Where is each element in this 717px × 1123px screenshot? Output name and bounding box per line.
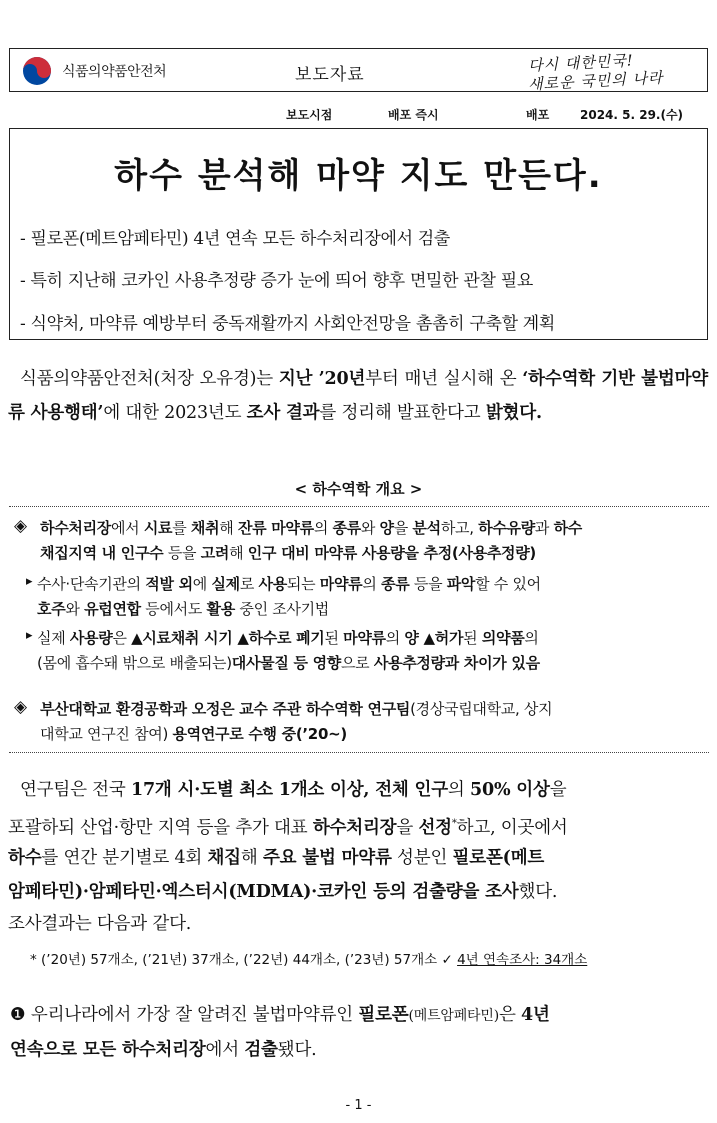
page-number: - 1 - xyxy=(345,1098,372,1113)
footnote: * (’20년) 57개소, (’21년) 37개소, (’22년) 44개소, (’23년) 57개소 ✓ 4년 연속조사: 34개소 xyxy=(30,952,588,968)
divider-bottom xyxy=(9,752,709,753)
summary-bullet-3: - 식약처, 마약류 예방부터 중독재활까지 사회안전망을 촘촘히 구축할 계획 xyxy=(20,314,556,334)
overview-item-2-line-2: 대학교 연구진 참여) 용역연구로 수행 중(’20~) xyxy=(40,725,347,743)
research-line-3: 하수를 연간 분기별로 4회 채집해 주요 불법 마약류 성분인 필로폰(메트 xyxy=(8,848,545,868)
government-logo-icon xyxy=(22,56,52,86)
summary-bullet-1: - 필로폰(메트암페타민) 4년 연속 모든 하수처리장에서 검출 xyxy=(20,229,451,249)
overview-item-1-line-1: 하수처리장에서 시료를 채취해 잔류 마약류의 종류와 양을 분석하고, 하수유량과 하수 xyxy=(40,519,582,537)
distribution-date: 2024. 5. 29.(수) xyxy=(580,108,684,122)
point-1-paragraph: ❶ 우리나라에서 가장 잘 알려진 불법마약류인 필로폰(메트암페타민)은 4년 연속으로 모든 하수처리장에서 검출됐다. xyxy=(10,1005,550,1060)
summary-bullet-2: - 특히 지난해 코카인 사용추정량 증가 눈에 띄어 향후 면밀한 관찰 필요 xyxy=(20,271,534,291)
document-type: 보도자료 xyxy=(295,65,365,85)
diamond-bullet-icon: ◈ xyxy=(14,516,28,536)
triangle-bullet-icon: ▸ xyxy=(26,628,33,643)
slogan-line-2: 새로운 국민의 나라 xyxy=(527,68,664,94)
research-line-4: 암페타민)·암페타민·엑스터시(MDMA)·코카인 등의 검출량을 조사했다. xyxy=(8,882,558,902)
research-line-5: 조사결과는 다음과 같다. xyxy=(8,914,192,934)
agency-name: 식품의약품안전처 xyxy=(62,64,167,80)
overview-item-2-line-1: 부산대학교 환경공학과 오정은 교수 주관 하수역학 연구팀(경상국립대학교, 상지 xyxy=(40,700,553,718)
overview-sub-1-line-1: 수사·단속기관의 적발 외에 실제로 사용되는 마약류의 종류 등을 파악할 수 있어 xyxy=(37,575,541,593)
distribution-label: 배포 xyxy=(526,108,550,122)
intro-paragraph: 식품의약품안전처(처장 오유경)는 지난 ’20년부터 매년 실시해 온 ‘하수역학 기반 불법마약류 사용행태’에 대한 2023년도 조사 결과를 정리해 발표한다고 밝혔다. xyxy=(8,369,708,423)
release-value: 배포 즉시 xyxy=(388,108,439,122)
research-line-1: 연구팀은 전국 17개 시·도별 최소 1개소 이상, 전체 인구의 50% 이상을 xyxy=(20,780,567,800)
release-label: 보도시점 xyxy=(286,108,333,122)
diamond-bullet-icon: ◈ xyxy=(14,697,28,717)
research-line-2: 포괄하되 산업·항만 지역 등을 추가 대표 하수처리장을 선정*하고, 이곳에서 xyxy=(8,817,568,838)
overview-sub-2-line-1: 실제 사용량은 ▲시료채취 시기 ▲하수로 폐기된 마약류의 양 ▲허가된 의약품의 xyxy=(37,629,539,647)
overview-sub-1-line-2: 호주와 유럽연합 등에서도 활용 중인 조사기법 xyxy=(37,600,329,618)
overview-title: < 하수역학 개요 > xyxy=(294,480,423,498)
overview-sub-2-line-2: (몸에 흡수돼 밖으로 배출되는)대사물질 등 영향으로 사용추정량과 차이가 있음 xyxy=(37,654,540,672)
number-1-icon: ❶ xyxy=(10,1005,26,1025)
page-title: 하수 분석해 마약 지도 만든다. xyxy=(114,156,603,196)
divider-top xyxy=(9,506,709,507)
triangle-bullet-icon: ▸ xyxy=(26,574,33,589)
slogan-line-1: 다시 대한민국! xyxy=(527,51,635,75)
overview-item-1-line-2: 채집지역 내 인구수 등을 고려해 인구 대비 마약류 사용량을 추정(사용추정량) xyxy=(40,544,536,562)
